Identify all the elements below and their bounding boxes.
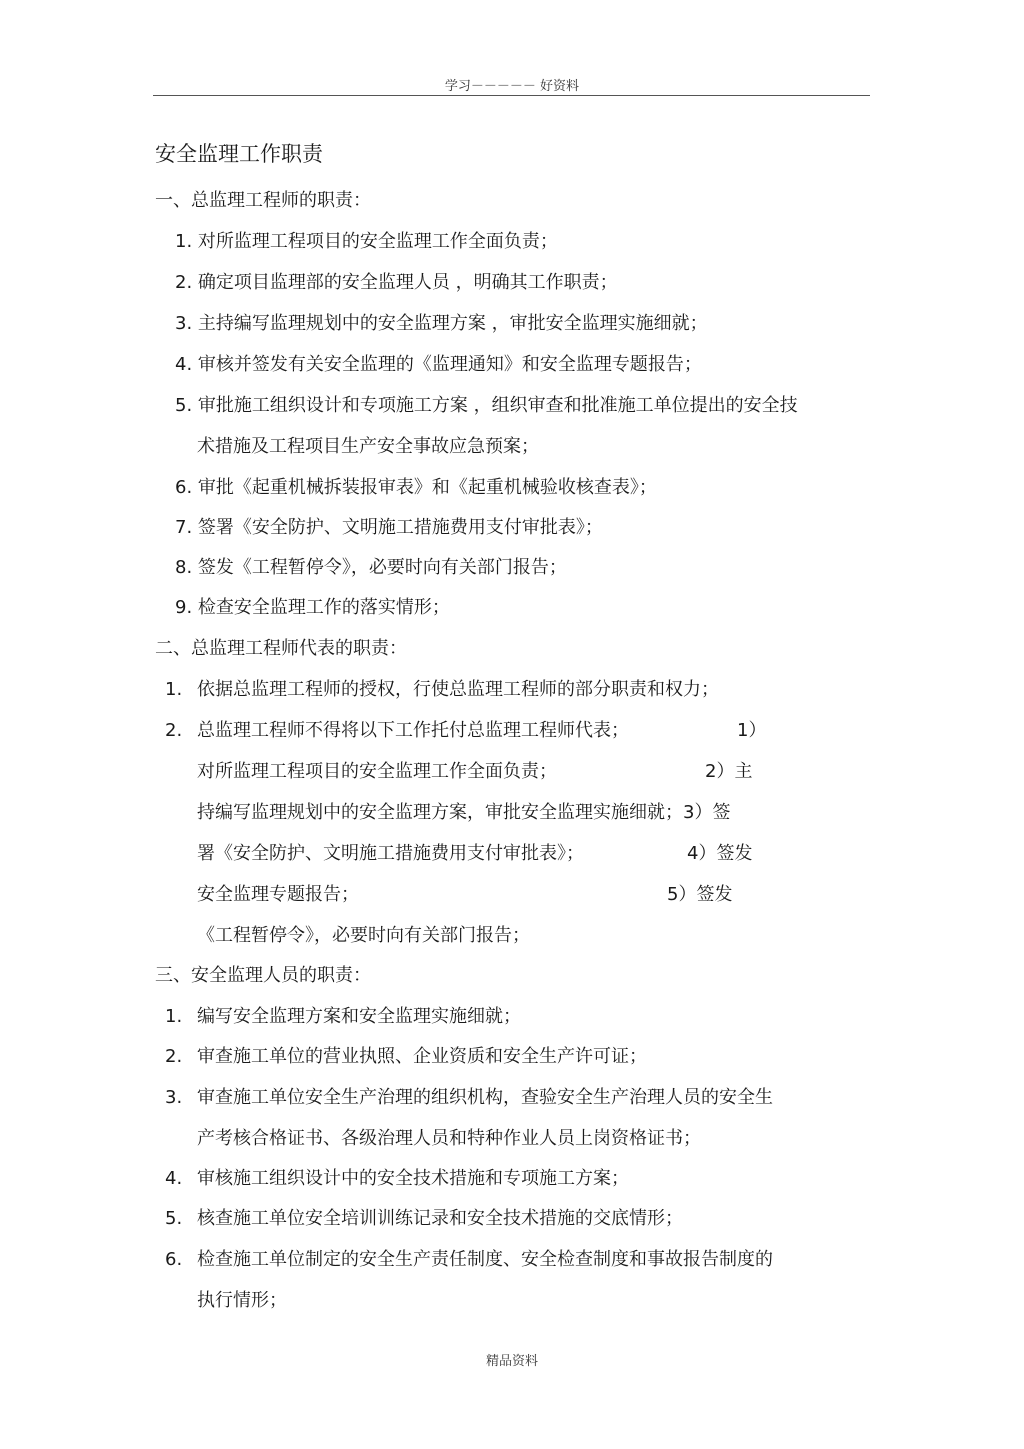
section2-subitem-marker: 4）签发 — [687, 843, 753, 864]
header-divider — [153, 95, 870, 96]
section2-item-text: 总监理工程师不得将以下工作托付总监理工程师代表； — [197, 720, 629, 741]
section3-item-text: 审查施工单位安全生产治理的组织机构，查验安全生产治理人员的安全生 — [197, 1087, 773, 1108]
section2-continuation: 《工程暂停令》，必要时向有关部门报告； — [197, 925, 530, 946]
page-header: 学习－－－－－ 好资料 — [444, 79, 580, 94]
section1-item: 4. 审核并签发有关安全监理的《监理通知》和安全监理专题报告； — [175, 354, 702, 375]
section2-item-number: 2. — [165, 720, 183, 741]
section1-item: 7. 签署《安全防护、文明施工措施费用支付审批表》； — [175, 517, 603, 538]
section2-continuation: 署《安全防护、文明施工措施费用支付审批表》； — [197, 843, 584, 864]
section3-item-text: 审核施工组织设计中的安全技术措施和专项施工方案； — [197, 1168, 629, 1189]
section1-item: 1. 对所监理工程项目的安全监理工作全面负责； — [175, 231, 558, 252]
section3-item-text: 核查施工单位安全培训训练记录和安全技术措施的交底情形； — [197, 1208, 683, 1229]
section3-item-number: 5. — [165, 1208, 183, 1229]
section2-subitem-marker: 2）主 — [705, 761, 753, 782]
document-title: 安全监理工作职责 — [155, 142, 323, 166]
section2-heading: 二、总监理工程师代表的职责： — [155, 638, 407, 659]
section2-subitem-marker: 1） — [737, 720, 767, 741]
section3-item-continuation: 执行情形； — [197, 1290, 287, 1311]
section1-item: 3. 主持编写监理规划中的安全监理方案 ，审批安全监理实施细就； — [175, 313, 708, 334]
section2-subitem-marker: 5）签发 — [667, 884, 733, 905]
section3-item-number: 6. — [165, 1249, 183, 1270]
section2-continuation: 持编写监理规划中的安全监理方案，审批安全监理实施细就；3）签 — [197, 802, 731, 823]
section1-item: 8. 签发《工程暂停令》，必要时向有关部门报告； — [175, 557, 567, 578]
section1-item: 9. 检查安全监理工作的落实情形； — [175, 597, 450, 618]
section3-heading: 三、安全监理人员的职责： — [155, 965, 371, 986]
section3-item-number: 3. — [165, 1087, 183, 1108]
section1-item: 2. 确定项目监理部的安全监理人员 ，明确其工作职责； — [175, 272, 618, 293]
section3-item-number: 2. — [165, 1046, 183, 1067]
section2-continuation: 安全监理专题报告； — [197, 884, 359, 905]
section1-item: 6. 审批《起重机械拆装报审表》和《起重机械验收核查表》； — [175, 477, 657, 498]
section2-item-number: 1. — [165, 679, 183, 700]
section1-heading: 一、总监理工程师的职责： — [155, 190, 371, 211]
section3-item-text: 审查施工单位的营业执照、企业资质和安全生产许可证； — [197, 1046, 647, 1067]
section3-item-text: 检查施工单位制定的安全生产责任制度、安全检查制度和事故报告制度的 — [197, 1249, 773, 1270]
page-footer: 精品资料 — [485, 1354, 538, 1369]
section3-item-continuation: 产考核合格证书、各级治理人员和特种作业人员上岗资格证书； — [197, 1128, 701, 1149]
section2-continuation: 对所监理工程项目的安全监理工作全面负责； — [197, 761, 557, 782]
section3-item-text: 编写安全监理方案和安全监理实施细就； — [197, 1006, 521, 1027]
section3-item-number: 1. — [165, 1006, 183, 1027]
section3-item-number: 4. — [165, 1168, 183, 1189]
section1-item: 5. 审批施工组织设计和专项施工方案 ，组织审查和批准施工单位提出的安全技 — [175, 395, 798, 416]
section1-item-continuation: 术措施及工程项目生产安全事故应急预案； — [197, 436, 539, 457]
section2-item-text: 依据总监理工程师的授权，行使总监理工程师的部分职责和权力； — [197, 679, 719, 700]
